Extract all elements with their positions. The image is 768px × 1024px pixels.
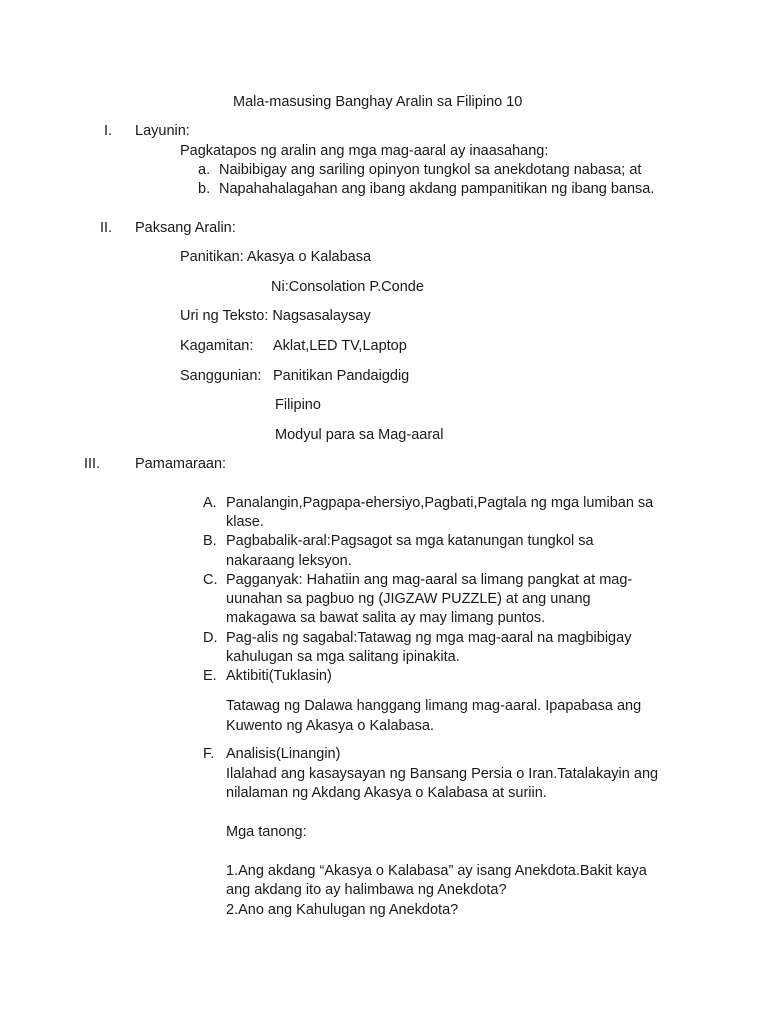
section-numeral-1: I. [104,123,113,139]
sanggunian-value: Panitikan Pandaigdig [273,368,410,384]
list-item: Napahahalagahan ang ibang akdang pampanitikan ng ibang bansa. [219,181,655,197]
sanggunian-label: Sanggunian: [180,368,262,384]
e-paragraph-line: Kuwento ng Akasya o Kalabasa. [226,718,434,734]
step-line: Pagbabalik-aral:Pagsagot sa mga katanungan tungkol sa [226,533,594,549]
question-line: ang akdang ito ay halimbawa ng Anekdota? [226,882,507,898]
section-numeral-2: II. [100,220,113,236]
kagamitan-label: Kagamitan: [180,338,254,354]
step-line: Pagganyak: Hahatiin ang mag-aaral sa limang pangkat at mag- [226,572,633,588]
section-numeral-3: III. [84,456,101,472]
questions-label: Mga tanong: [226,824,307,840]
section-heading-layunin: Layunin: [135,123,190,139]
kagamitan-value: Aklat,LED TV,Laptop [273,338,407,354]
step-line: makagawa sa bawat salita ay may limang puntos. [226,610,546,626]
step-line: kahulugan sa mga salitang ipinakita. [226,649,460,665]
list-marker: b. [198,181,211,197]
f-paragraph-line: nilalaman ng Akdang Akasya o Kalabasa at suriin. [226,785,547,801]
step-marker: A. [203,495,217,511]
step-marker: D. [203,630,218,646]
question-line: 2.Ano ang Kahulugan ng Anekdota? [226,902,459,918]
section-heading-pamamaraan: Pamamaraan: [135,456,227,472]
panitikan-line: Panitikan: Akasya o Kalabasa [180,249,372,265]
layunin-intro: Pagkatapos ng aralin ang mga mag-aaral ay inaasahang: [180,143,549,159]
e-paragraph-line: Tatawag ng Dalawa hanggang limang mag-aaral. Ipapabasa ang [226,698,642,714]
author-line: Ni:Consolation P.Conde [271,279,424,295]
list-marker: a. [198,162,211,178]
step-line: uunahan sa pagbuo ng (JIGZAW PUZZLE) at ang unang [226,591,591,607]
document-title: Mala-masusing Banghay Aralin sa Filipino 10 [233,94,523,110]
step-marker: F. [203,746,215,762]
section-heading-paksa: Paksang Aralin: [135,220,236,236]
step-line: klase. [226,514,264,530]
step-marker: C. [203,572,218,588]
list-item: Naibibigay ang sariling opinyon tungkol sa anekdotang nabasa; at [219,162,642,178]
step-line: nakaraang leksyon. [226,553,352,569]
step-line: Pag-alis ng sagabal:Tatawag ng mga mag-aaral na magbibigay [226,630,632,646]
question-line: 1.Ang akdang “Akasya o Kalabasa” ay isang Anekdota.Bakit kaya [226,863,647,879]
step-marker: B. [203,533,217,549]
sanggunian-value: Modyul para sa Mag-aaral [275,427,444,443]
f-heading: Analisis(Linangin) [226,746,341,762]
step-line: Aktibiti(Tuklasin) [226,668,332,684]
uri-line: Uri ng Teksto: Nagsasalaysay [180,308,371,324]
step-marker: E. [203,668,217,684]
sanggunian-value: Filipino [275,397,321,413]
step-line: Panalangin,Pagpapa-ehersiyo,Pagbati,Pagtala ng mga lumiban sa [226,495,654,511]
f-paragraph-line: Ilalahad ang kasaysayan ng Bansang Persia o Iran.Tatalakayin ang [226,766,659,782]
